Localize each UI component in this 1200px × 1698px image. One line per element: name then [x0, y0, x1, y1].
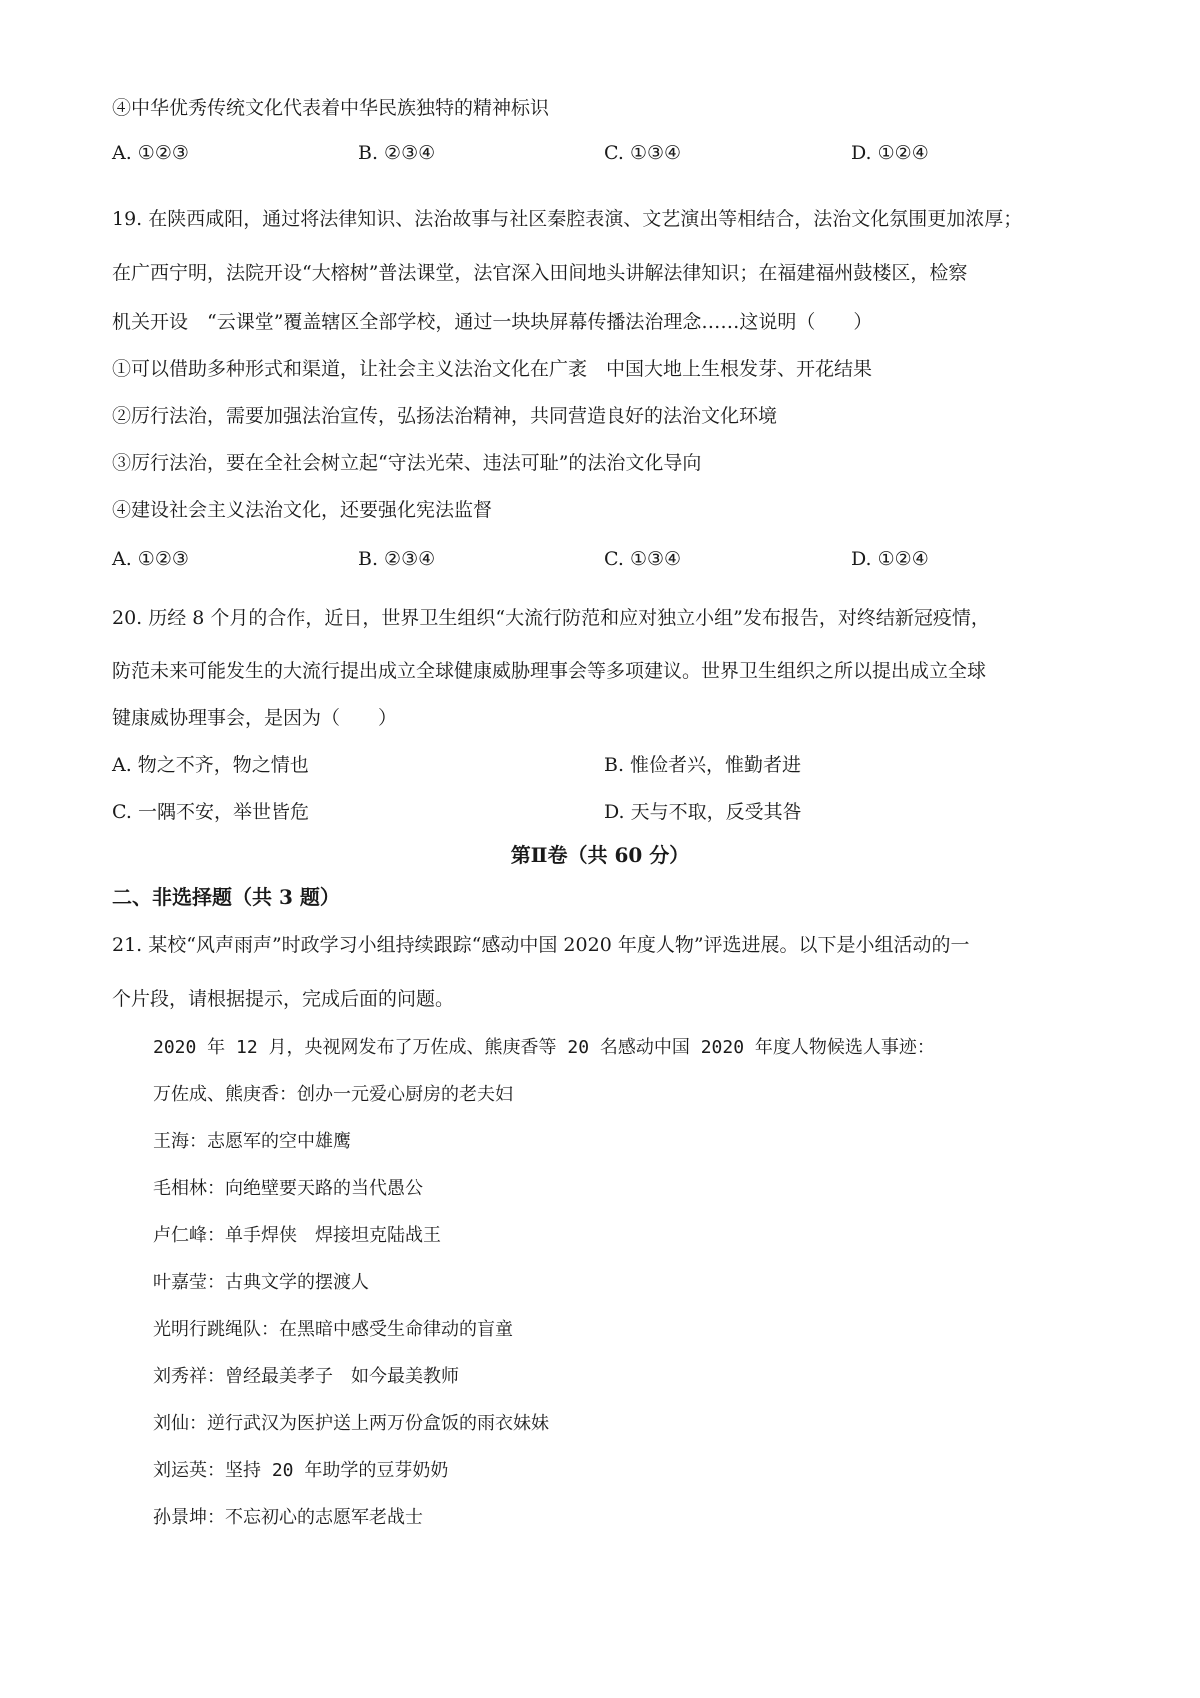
q19-option-d: D. ①②④	[851, 548, 929, 570]
material-line: 万佐成、熊庚香：创办一元爱心厨房的老夫妇	[153, 1084, 513, 1105]
q19-option-a: A. ①②③	[112, 548, 189, 570]
material-line: 刘仙：逆行武汉为医护送上两万份盒饭的雨衣妹妹	[153, 1413, 549, 1434]
q20-option-a: A. 物之不齐，物之情也	[112, 754, 309, 776]
material-line: 刘秀祥：曾经最美孝子 如今最美教师	[153, 1366, 459, 1387]
section-heading: 二、非选择题（共 3 题）	[112, 885, 340, 909]
q19-item-4: ④建设社会主义法治文化，还要强化宪法监督	[112, 499, 493, 521]
q19-option-c: C. ①③④	[604, 548, 682, 570]
q20-option-c: C. 一隅不安，举世皆危	[112, 801, 309, 823]
q18-option-b: B. ②③④	[358, 142, 436, 164]
q19-item-3: ③厉行法治，要在全社会树立起“守法光荣、违法可耻”的法治文化导向	[112, 452, 702, 474]
q19-stem-line-1: 19. 在陕西咸阳，通过将法律知识、法治故事与社区秦腔表演、文艺演出等相结合，法治文化氛围更加浓厚；	[112, 208, 1023, 230]
q21-stem-line-2: 个片段，请根据提示，完成后面的问题。	[112, 988, 455, 1010]
q18-option-c: C. ①③④	[604, 142, 682, 164]
q20-stem-line-1: 20. 历经 8 个月的合作，近日，世界卫生组织“大流行防范和应对独立小组”发布报告，对终结新冠疫情，	[112, 607, 990, 629]
q20-stem-line-2: 防范未来可能发生的大流行提出成立全球健康威胁理事会等多项建议。世界卫生组织之所以提出成立全球	[112, 660, 987, 682]
material-line: 刘运英：坚持 20 年助学的豆芽奶奶	[153, 1460, 449, 1481]
q18-option-d: D. ①②④	[851, 142, 929, 164]
material-line: 2020 年 12 月，央视网发布了万佐成、熊庚香等 20 名感动中国 2020 年度人物候选人事迹：	[153, 1037, 935, 1058]
q20-stem-line-3: 键康威协理事会，是因为（ ）	[112, 707, 398, 729]
material-line: 卢仁峰：单手焊侠 焊接坦克陆战王	[153, 1225, 441, 1246]
material-line: 毛相林：向绝壁要天路的当代愚公	[153, 1178, 423, 1199]
q20-option-b: B. 惟俭者兴，惟勤者进	[604, 754, 802, 776]
q19-item-2: ②厉行法治，需要加强法治宣传，弘扬法治精神，共同营造良好的法治文化环境	[112, 405, 778, 427]
q19-item-1: ①可以借助多种形式和渠道，让社会主义法治文化在广袤 中国大地上生根发芽、开花结果	[112, 358, 873, 380]
q19-option-b: B. ②③④	[358, 548, 436, 570]
q20-option-d: D. 天与不取，反受其咎	[604, 801, 802, 823]
q21-stem-line-1: 21. 某校“风声雨声”时政学习小组持续跟踪“感动中国 2020 年度人物”评选进展。以下是小组活动的一	[112, 934, 970, 956]
part-2-title: 第Ⅱ卷（共 60 分）	[510, 843, 690, 867]
q19-stem-line-2: 在广西宁明，法院开设“大榕树”普法课堂，法官深入田间地头讲解法律知识；在福建福州鼓楼区，检察	[112, 262, 968, 284]
material-line: 王海：志愿军的空中雄鹰	[153, 1131, 351, 1152]
material-line: 孙景坤：不忘初心的志愿军老战士	[153, 1507, 423, 1528]
q18-option-a: A. ①②③	[112, 142, 189, 164]
material-line: 叶嘉莹：古典文学的摆渡人	[153, 1272, 369, 1293]
q19-stem-line-3: 机关开设 “云课堂”覆盖辖区全部学校，通过一块块屏幕传播法治理念……这说明（ ）	[112, 311, 873, 333]
q18-item-4: ④中华优秀传统文化代表着中华民族独特的精神标识	[112, 97, 550, 119]
material-line: 光明行跳绳队：在黑暗中感受生命律动的盲童	[153, 1319, 513, 1340]
